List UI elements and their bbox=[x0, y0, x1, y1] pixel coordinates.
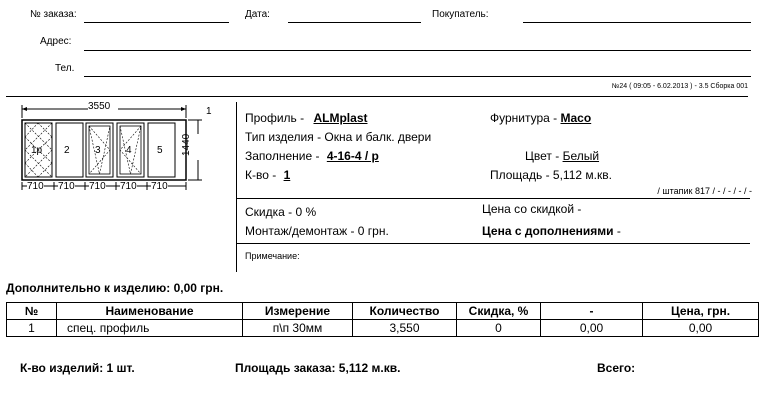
filling-row bbox=[245, 149, 379, 163]
order-no-line bbox=[84, 22, 229, 23]
price-extras-row bbox=[482, 224, 621, 238]
qty-label: К-во - bbox=[245, 168, 277, 182]
details-separator-2 bbox=[237, 243, 750, 244]
note-label: Примечание: bbox=[245, 251, 300, 261]
phone-line bbox=[84, 76, 751, 77]
profile-row bbox=[245, 111, 367, 125]
dim-label: 710 bbox=[151, 181, 168, 192]
table-row bbox=[7, 320, 759, 337]
dim-label: 710 bbox=[27, 181, 44, 192]
install-row: Монтаж/демонтаж - 0 грн. bbox=[245, 224, 389, 238]
panel-label: 1р bbox=[31, 145, 43, 156]
table-header-row bbox=[7, 303, 759, 320]
filling-label: Заполнение - bbox=[245, 149, 320, 163]
qty-row bbox=[245, 168, 290, 182]
panel-label: 3 bbox=[95, 145, 101, 156]
details-separator-1 bbox=[237, 198, 750, 199]
color-row bbox=[525, 149, 599, 163]
column-header: № bbox=[7, 303, 57, 320]
address-line bbox=[84, 50, 751, 51]
extras-table bbox=[6, 302, 759, 337]
discount-row: Скидка - 0 % bbox=[245, 205, 317, 219]
date-label: Дата: bbox=[245, 9, 270, 20]
color-label: Цвет - bbox=[525, 149, 560, 163]
qty-value: 1 bbox=[283, 168, 291, 182]
price-extras-label: Цена с дополнениями bbox=[482, 224, 614, 238]
column-header: Измерение bbox=[243, 303, 353, 320]
fittings-label: Фурнитура - bbox=[490, 111, 558, 125]
height-label: 1440 bbox=[181, 133, 192, 156]
column-header: Наименование bbox=[57, 303, 243, 320]
table-cell: 1 bbox=[7, 320, 57, 337]
address-label: Адрес: bbox=[40, 36, 72, 47]
product-type: Тип изделия - Окна и балк. двери bbox=[245, 130, 432, 144]
fittings-value: Maco bbox=[560, 111, 592, 125]
table-cell: спец. профиль bbox=[57, 320, 243, 337]
column-header: - bbox=[541, 303, 643, 320]
panel-label: 4 bbox=[126, 145, 132, 156]
buyer-label: Покупатель: bbox=[432, 9, 489, 20]
order-reference: №24 ( 09:05 - 6.02.2013 ) - 3.5 Сборка 001 bbox=[611, 83, 748, 90]
total-label: Всего: bbox=[597, 361, 636, 375]
color-value: Белый bbox=[562, 149, 600, 163]
table-cell: 0 bbox=[457, 320, 541, 337]
area-row: Площадь - 5,112 м.кв. bbox=[490, 168, 612, 182]
dim-label: 710 bbox=[89, 181, 106, 192]
dim-label: 710 bbox=[58, 181, 75, 192]
header-separator bbox=[6, 96, 748, 97]
profile-value: ALMplast bbox=[313, 111, 368, 125]
item-number: 1 bbox=[206, 106, 212, 117]
column-header: Скидка, % bbox=[457, 303, 541, 320]
fittings-row bbox=[490, 111, 591, 125]
filling-value: 4-16-4 / р bbox=[326, 149, 379, 163]
items-count: К-во изделий: 1 шт. bbox=[20, 361, 135, 375]
total-width-label: 3550 bbox=[88, 101, 111, 112]
panel-label: 5 bbox=[157, 145, 163, 156]
price-discount-row: Цена со скидкой - bbox=[482, 202, 582, 216]
column-header: Количество bbox=[353, 303, 457, 320]
column-header: Цена, грн. bbox=[643, 303, 759, 320]
table-cell: 0,00 bbox=[541, 320, 643, 337]
date-line bbox=[288, 22, 421, 23]
phone-label: Тел. bbox=[55, 63, 75, 74]
panel-label: 2 bbox=[64, 145, 70, 156]
order-no-label: № заказа: bbox=[30, 9, 77, 20]
bead-note: / штапик 817 / - / - / - / - bbox=[657, 186, 752, 196]
dim-label: 710 bbox=[120, 181, 137, 192]
buyer-line bbox=[523, 22, 751, 23]
profile-label: Профиль - bbox=[245, 111, 305, 125]
extras-title: Дополнительно к изделию: 0,00 грн. bbox=[6, 281, 224, 295]
table-cell: 3,550 bbox=[353, 320, 457, 337]
table-cell: п\п 30мм bbox=[243, 320, 353, 337]
order-area: Площадь заказа: 5,112 м.кв. bbox=[235, 361, 401, 375]
table-cell: 0,00 bbox=[643, 320, 759, 337]
details-left-border bbox=[236, 102, 237, 272]
price-extras-dash: - bbox=[616, 224, 621, 238]
